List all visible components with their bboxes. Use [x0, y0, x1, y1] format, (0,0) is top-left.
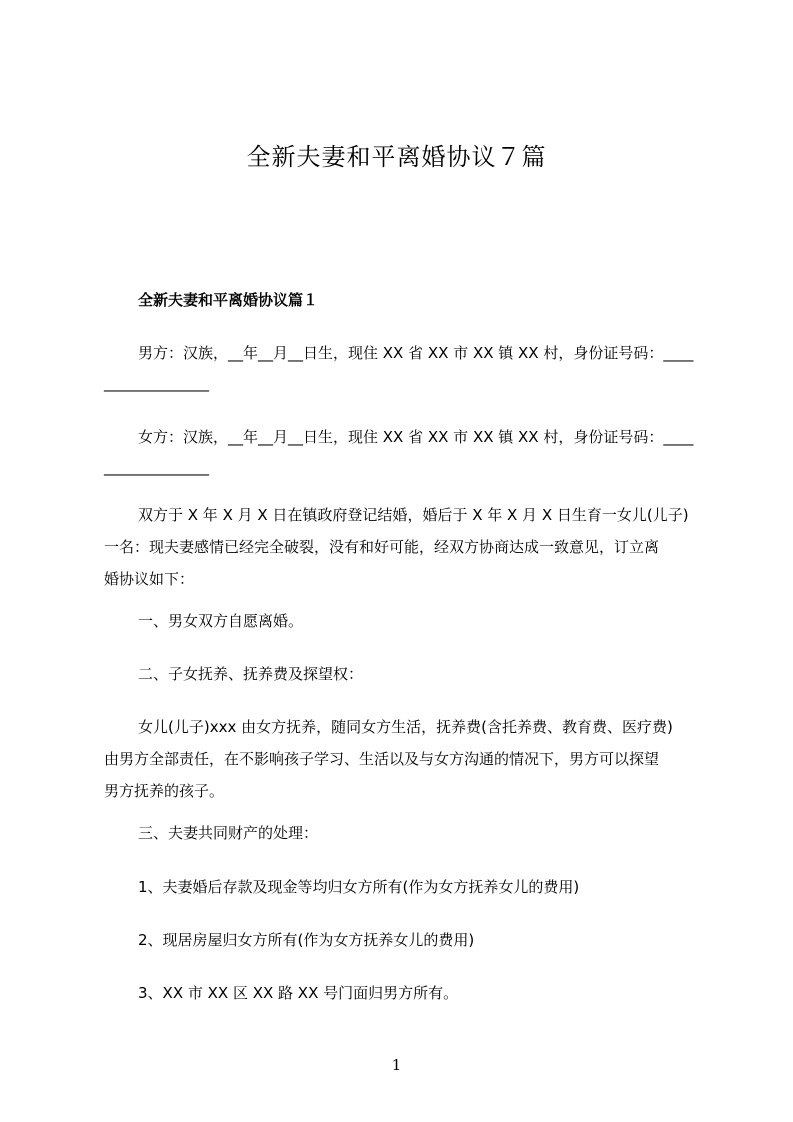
paragraph-line: 2、现居房屋归女方所有(作为女方抚养女儿的费用)	[138, 931, 475, 949]
paragraph-clause-3-heading	[104, 817, 704, 849]
paragraph-line: 由男方全部责任，在不影响孩子学习、生活以及与女方沟通的情况下，男方可以探望	[104, 750, 660, 768]
paragraph-property-item-1	[104, 871, 704, 903]
page-number: 1	[391, 1056, 402, 1074]
paragraph-marriage-background	[104, 499, 704, 595]
paragraph-property-item-2	[104, 924, 704, 956]
paragraph-line: ______________	[104, 374, 209, 392]
paragraph-property-item-3	[104, 977, 704, 1009]
paragraph-line: 双方于 X 年 X 月 X 日在镇政府登记结婚，婚后于 X 年 X 月 X 日生育一女儿(儿子)	[138, 506, 689, 524]
paragraph-line: 3、XX 市 XX 区 XX 路 XX 号门面归男方所有。	[138, 984, 459, 1002]
paragraph-line: 女儿(儿子)xxx 由女方抚养，随同女方生活，抚养费(含托养费、教育费、医疗费)	[138, 718, 673, 736]
paragraph-line: 1、夫妻婚后存款及现金等均归女方所有(作为女方抚养女儿的费用)	[138, 878, 580, 896]
paragraph-line: 女方：汉族，__年__月__日生，现住 XX 省 XX 市 XX 镇 XX 村，身份证号码：____	[138, 428, 694, 446]
paragraph-line: 一名：现夫妻感情已经完全破裂，没有和好可能，经双方协商达成一致意见，订立离	[104, 538, 660, 556]
paragraph-clause-2-heading	[104, 658, 704, 690]
paragraph-line: 二、子女抚养、抚养费及探望权：	[138, 665, 364, 683]
paragraph-custody	[104, 711, 704, 807]
paragraph-line: 三、夫妻共同财产的处理：	[138, 824, 319, 842]
paragraph-line: 男方抚养的孩子。	[104, 782, 225, 800]
paragraph-husband-info	[104, 337, 704, 399]
paragraph-wife-info	[104, 421, 704, 483]
document-title: 全新夫妻和平离婚协议７篇	[246, 143, 547, 171]
paragraph-line: 婚协议如下：	[104, 570, 195, 588]
paragraph-line: ______________	[104, 458, 209, 476]
paragraph-clause-1	[104, 605, 704, 637]
section-heading: 全新夫妻和平离婚协议篇１	[138, 291, 319, 309]
paragraph-line: 一、男女双方自愿离婚。	[138, 612, 304, 630]
paragraph-line: 男方：汉族，__年__月__日生，现住 XX 省 XX 市 XX 镇 XX 村，身份证号码：____	[138, 344, 694, 362]
